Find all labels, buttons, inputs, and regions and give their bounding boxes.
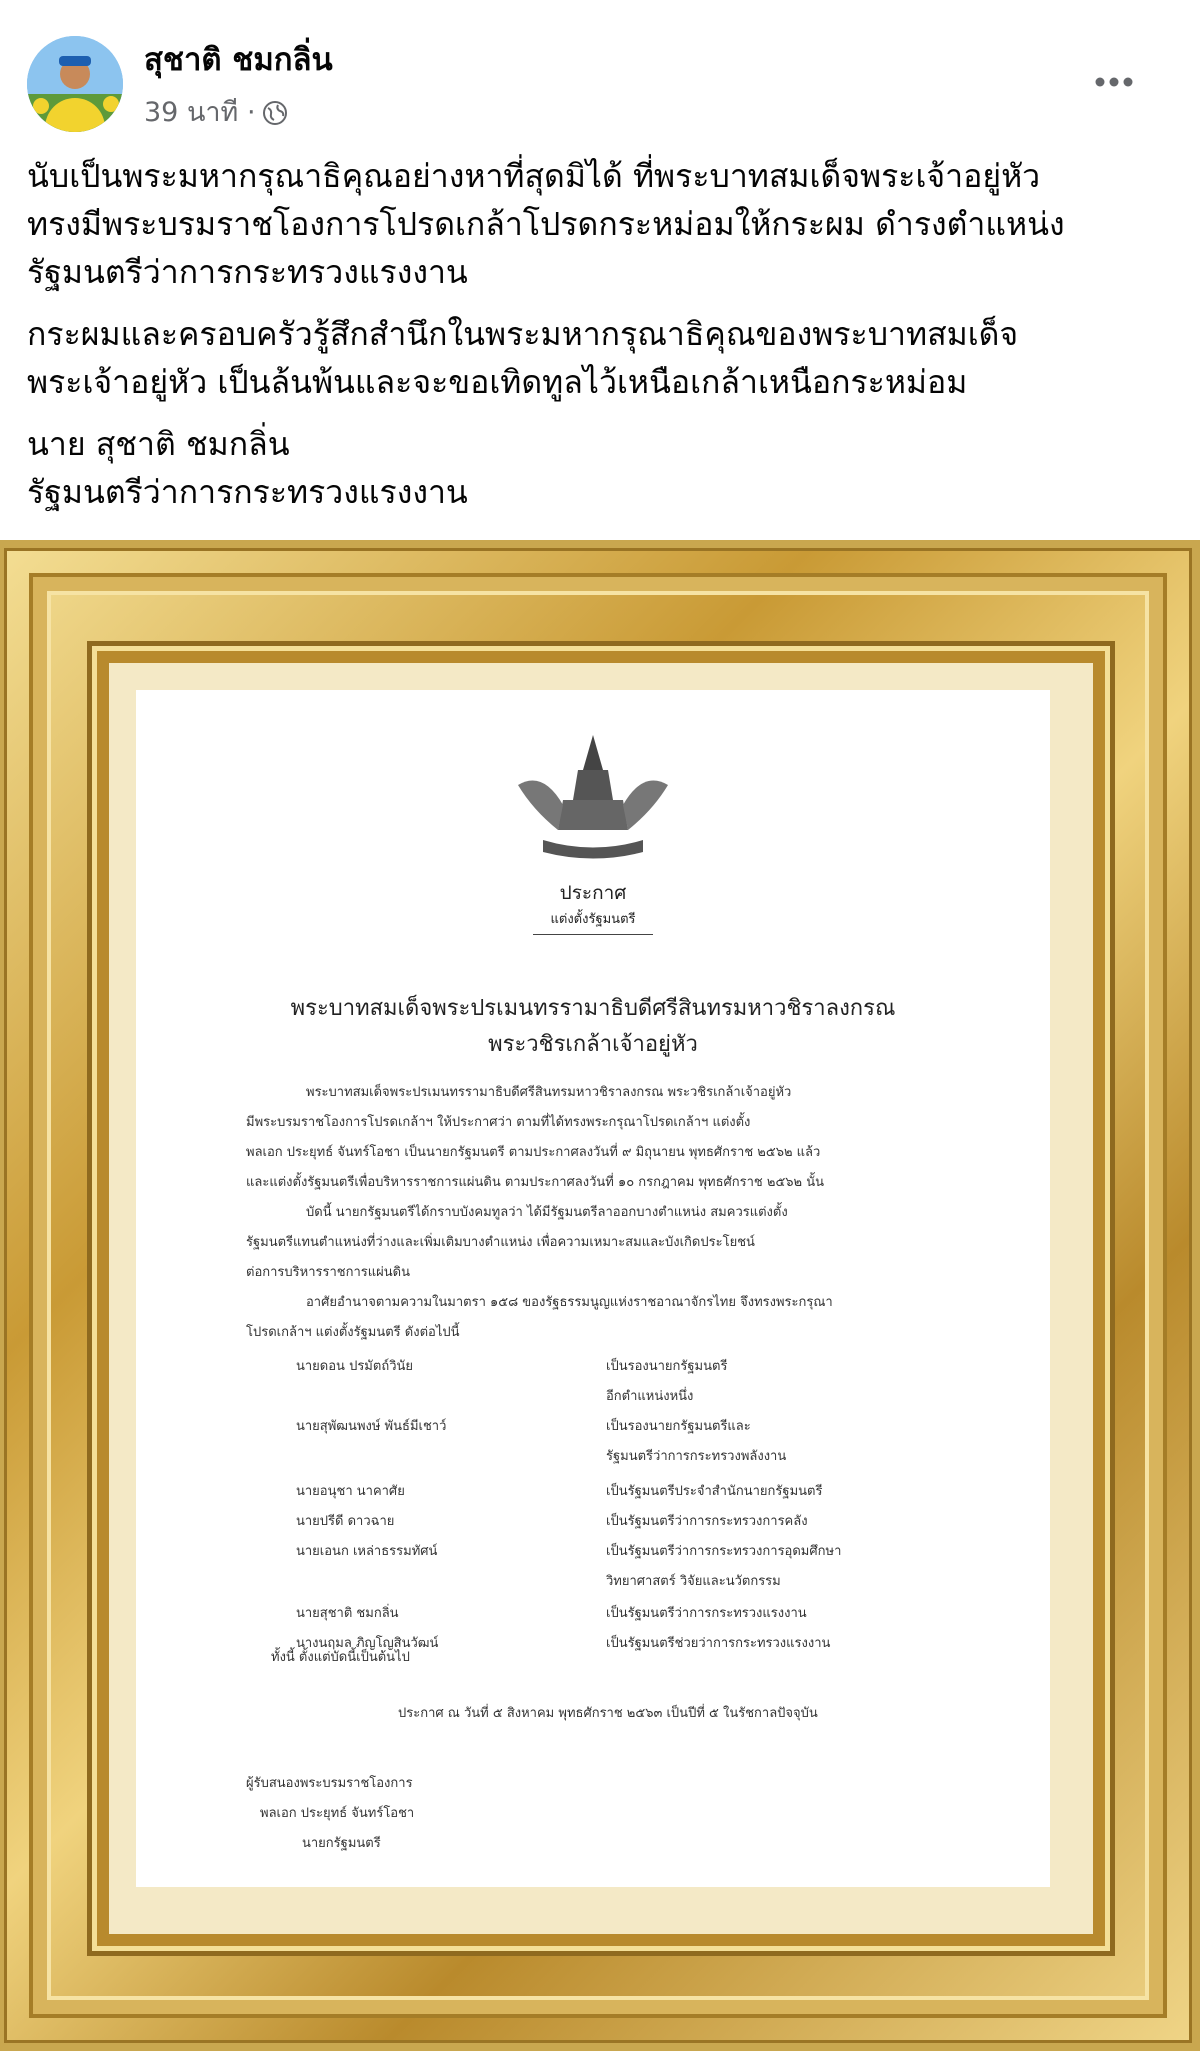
doc-line: มีพระบรมราชโองการโปรดเกล้าฯ ให้ประกาศว่า ตามที่ได้ทรงพระกรุณาโปรดเกล้าฯ แต่งตั้ง	[246, 1115, 751, 1130]
appointee-position: เป็นรัฐมนตรีประจำสำนักนายกรัฐมนตรี	[606, 1484, 823, 1499]
globe-icon[interactable]	[262, 100, 288, 126]
more-options-button[interactable]	[1090, 60, 1138, 104]
doc-line: บัดนี้ นายกรัฐมนตรีได้กราบบังคมทูลว่า ได้มีรัฐมนตรีลาออกบางตำแหน่ง สมควรแต่งตั้ง	[306, 1205, 788, 1220]
doc-divider	[533, 934, 653, 935]
announcement-document	[136, 690, 1050, 1887]
appointee-position: เป็นรัฐมนตรีว่าการกระทรวงการคลัง	[606, 1514, 808, 1529]
avatar-photo-icon	[27, 36, 123, 132]
doc-line: ต่อการบริหารราชการแผ่นดิน	[246, 1265, 410, 1280]
doc-countersign-2: พลเอก ประยุทธ์ จันทร์โอชา	[260, 1806, 415, 1821]
appointee-position: วิทยาศาสตร์ วิจัยและนวัตกรรม	[606, 1574, 781, 1589]
appointee-position: เป็นรัฐมนตรีช่วยว่าการกระทรวงแรงงาน	[606, 1636, 831, 1651]
doc-king-line-2: พระวชิรเกล้าเจ้าอยู่หัว	[488, 1032, 698, 1057]
doc-king-line-1: พระบาทสมเด็จพระปรเมนทรรามาธิบดีศรีสินทรมหาวชิราลงกรณ	[290, 996, 896, 1021]
post-paragraph	[27, 152, 1177, 296]
doc-line: อาศัยอำนาจตามความในมาตรา ๑๕๘ ของรัฐธรรมนูญแห่งราชอาณาจักรไทย จึงทรงพระกรุณา	[306, 1295, 833, 1310]
appointee-name: นางนฤมล ภิญโญสินวัฒน์	[296, 1636, 439, 1651]
post-body	[27, 152, 1177, 530]
appointee-position: เป็นรองนายกรัฐมนตรี	[606, 1359, 728, 1374]
post-photo[interactable]	[0, 540, 1200, 2051]
doc-paragraph-2	[246, 1198, 936, 1288]
royal-emblem-icon	[503, 730, 683, 865]
post-paragraph	[27, 310, 1177, 406]
appointee-name: นายสุพัฒนพงษ์ พันธ์มีเชาว์	[296, 1419, 447, 1434]
post-meta	[144, 94, 288, 132]
doc-countersign-1: ผู้รับสนองพระบรมราชโองการ	[246, 1776, 413, 1791]
appointee-position: เป็นรองนายกรัฐมนตรีและ	[606, 1419, 751, 1434]
post-line: กระผมและครอบครัวรู้สึกสำนึกในพระมหากรุณาธิคุณของพระบาทสมเด็จ	[27, 315, 1019, 353]
doc-date-line: ประกาศ ณ วันที่ ๕ สิงหาคม พุทธศักราช ๒๕๖๓ เป็นปีที่ ๕ ในรัชกาลปัจจุบัน	[398, 1706, 818, 1721]
post-line: ทรงมีพระบรมราชโองการโปรดเกล้าโปรดกระหม่อมให้กระผม ดำรงตำแหน่ง	[27, 205, 1065, 243]
post-line: รัฐมนตรีว่าการกระทรวงแรงงาน	[27, 253, 468, 291]
post-timestamp[interactable]: 39 นาที ·	[144, 97, 256, 128]
doc-paragraph-3	[246, 1288, 936, 1348]
more-icon	[1094, 76, 1134, 88]
appointee-name: นายเอนก เหล่าธรรมทัศน์	[296, 1544, 438, 1559]
author-name[interactable]: สุชาติ ชมกลิ่น	[144, 42, 333, 78]
doc-line: โปรดเกล้าฯ แต่งตั้งรัฐมนตรี ดังต่อไปนี้	[246, 1325, 460, 1340]
post-line: พระเจ้าอยู่หัว เป็นล้นพ้นและจะขอเทิดทูลไว้เหนือเกล้าเหนือกระหม่อม	[27, 363, 968, 401]
appointee-position: อีกตำแหน่งหนึ่ง	[606, 1389, 694, 1404]
doc-paragraph-1	[246, 1078, 936, 1198]
appointee-position: เป็นรัฐมนตรีว่าการกระทรวงแรงงาน	[606, 1606, 807, 1621]
post-line: รัฐมนตรีว่าการกระทรวงแรงงาน	[27, 473, 468, 511]
appointee-position: เป็นรัฐมนตรีว่าการกระทรวงการอุดมศึกษา	[606, 1544, 842, 1559]
doc-heading: ประกาศ	[559, 882, 627, 904]
doc-subheading: แต่งตั้งรัฐมนตรี	[550, 912, 636, 927]
appointee-name: นายสุชาติ ชมกลิ่น	[296, 1606, 399, 1621]
doc-line: และแต่งตั้งรัฐมนตรีเพื่อบริหารราชการแผ่นดิน ตามประกาศลงวันที่ ๑๐ กรกฎาคม พุทธศักราช ๒๕๖๒ นั้น	[246, 1175, 825, 1190]
post-line: นาย สุชาติ ชมกลิ่น	[27, 425, 290, 463]
doc-effective: ทั้งนี้ ตั้งแต่บัดนี้เป็นต้นไป	[271, 1650, 410, 1665]
doc-line: พลเอก ประยุทธ์ จันทร์โอชา เป็นนายกรัฐมนตรี ตามประกาศลงวันที่ ๙ มิถุนายน พุทธศักราช ๒๕๖๒ แล้ว	[246, 1145, 821, 1160]
doc-line: รัฐมนตรีแทนตำแหน่งที่ว่างและเพิ่มเติมบางตำแหน่ง เพื่อความเหมาะสมและบังเกิดประโยชน์	[246, 1235, 755, 1250]
post-paragraph	[27, 420, 1177, 516]
appointee-name: นายปรีดี ดาวฉาย	[296, 1514, 395, 1529]
avatar[interactable]	[27, 36, 123, 132]
appointee-position: รัฐมนตรีว่าการกระทรวงพลังงาน	[606, 1449, 787, 1464]
appointee-name: นายดอน ปรมัตถ์วินัย	[296, 1359, 413, 1374]
post-line: นับเป็นพระมหากรุณาธิคุณอย่างหาที่สุดมิได้ ที่พระบาทสมเด็จพระเจ้าอยู่หัว	[27, 157, 1041, 195]
doc-line: พระบาทสมเด็จพระปรเมนทรรามาธิบดีศรีสินทรมหาวชิราลงกรณ พระวชิรเกล้าเจ้าอยู่หัว	[306, 1085, 792, 1100]
appointee-name: นายอนุชา นาคาศัย	[296, 1484, 405, 1499]
doc-countersign-3: นายกรัฐมนตรี	[302, 1836, 381, 1851]
